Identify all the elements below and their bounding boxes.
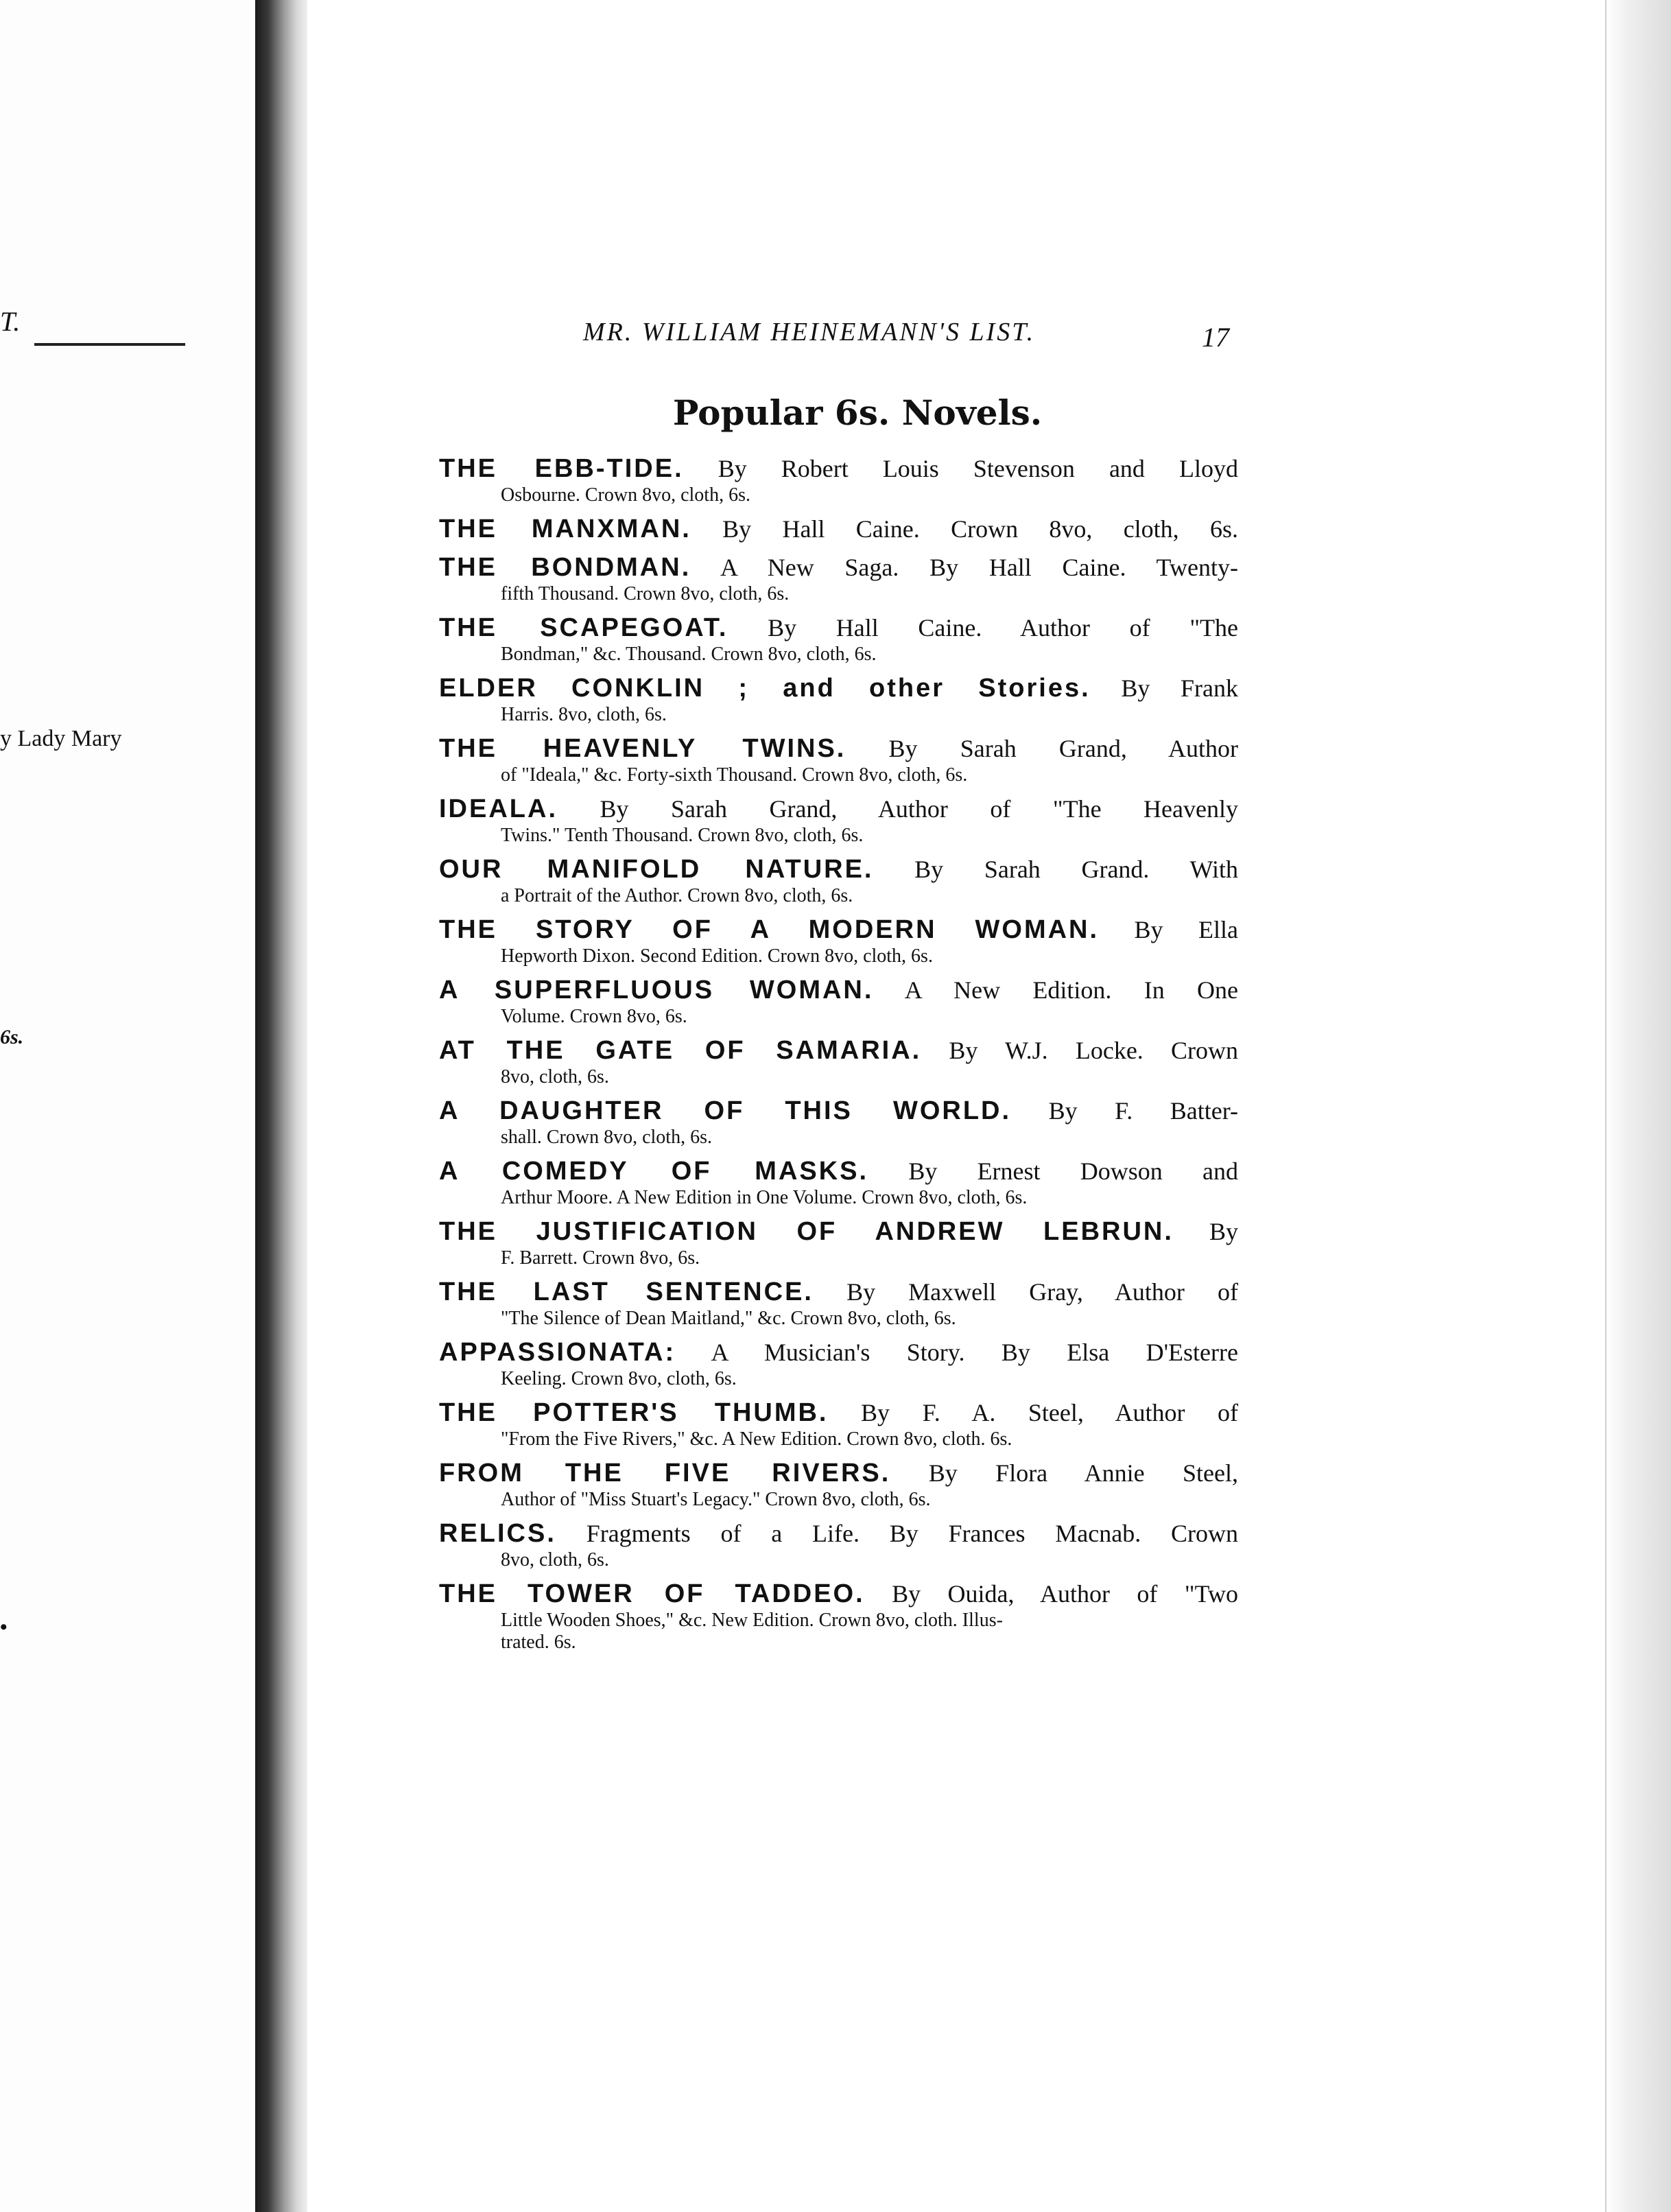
entry-title: THE HEAVENLY TWINS. <box>439 734 846 763</box>
entry-byline: By <box>1173 1218 1238 1245</box>
entry-details: of "Ideala," &c. Forty-sixth Thousand. Crown 8vo, cloth, 6s. <box>501 764 968 786</box>
entry-first-line <box>439 793 1238 825</box>
entry-details: Author of "Miss Stuart's Legacy." Crown 8vo, cloth, 6s. <box>501 1489 931 1510</box>
entry-byline: By Ernest Dowson and <box>868 1157 1238 1185</box>
novel-entry <box>439 1095 1238 1149</box>
entry-title: IDEALA. <box>439 795 558 823</box>
entry-first-line <box>439 733 1238 764</box>
entry-title: THE POTTER'S THUMB. <box>439 1398 829 1427</box>
entry-byline: By Frank <box>1090 674 1238 702</box>
entry-details: Bondman," &c. Thousand. Crown 8vo, cloth, 6s. <box>501 644 877 665</box>
entry-byline: A Musician's Story. By Elsa D'Esterre <box>676 1339 1238 1366</box>
entry-first-line <box>439 1457 1238 1489</box>
entry-title: THE JUSTIFICATION OF ANDREW LEBRUN. <box>439 1217 1174 1246</box>
entry-details: Hepworth Dixon. Second Edition. Crown 8vo, cloth, 6s. <box>501 945 933 967</box>
entry-details: Harris. 8vo, cloth, 6s. <box>501 704 667 725</box>
entry-byline: By Flora Annie Steel, <box>890 1459 1238 1487</box>
left-page-fragment: T. <box>0 306 21 337</box>
novel-entry <box>439 1397 1238 1450</box>
novel-entry <box>439 733 1238 786</box>
novel-entry <box>439 914 1238 967</box>
novel-entry <box>439 1035 1238 1088</box>
entry-details: 8vo, cloth, 6s. <box>501 1066 609 1087</box>
entry-details: "From the Five Rivers," &c. A New Edition. Crown 8vo, cloth. 6s. <box>501 1428 1012 1450</box>
entry-title: THE STORY OF A MODERN WOMAN. <box>439 915 1100 944</box>
entry-title: THE EBB-TIDE. <box>439 454 684 483</box>
entry-title: THE BONDMAN. <box>439 553 691 582</box>
entry-byline: Fragments of a Life. By Frances Macnab. Crown <box>556 1520 1238 1547</box>
entry-byline: A New Edition. In One <box>873 976 1238 1004</box>
entry-first-line <box>439 854 1238 885</box>
entry-byline: By Ouida, Author of "Two <box>864 1580 1238 1608</box>
book-gutter <box>255 0 307 2212</box>
entry-first-line <box>439 914 1238 945</box>
entry-details: fifth Thousand. Crown 8vo, cloth, 6s. <box>501 583 790 604</box>
entry-first-line <box>439 1276 1238 1308</box>
novel-entry <box>439 793 1238 847</box>
entry-details: Twins." Tenth Thousand. Crown 8vo, cloth, 6s. <box>501 825 864 846</box>
entry-details: Keeling. Crown 8vo, cloth, 6s. <box>501 1368 737 1389</box>
entry-details: Volume. Crown 8vo, 6s. <box>501 1006 687 1027</box>
entry-byline: By Maxwell Gray, Author of <box>813 1278 1238 1306</box>
entry-byline: By F. Batter- <box>1011 1097 1238 1125</box>
entry-first-line <box>439 1216 1238 1247</box>
entry-first-line <box>439 552 1238 583</box>
novel-entry <box>439 1457 1238 1511</box>
entry-title: A COMEDY OF MASKS. <box>439 1157 869 1186</box>
novel-entry <box>439 513 1238 545</box>
entry-details: Arthur Moore. A New Edition in One Volume. Crown 8vo, cloth, 6s. <box>501 1187 1028 1208</box>
section-title: Popular 6s. Novels. <box>672 392 1043 433</box>
entry-first-line <box>439 672 1238 704</box>
entry-first-line <box>439 1155 1238 1187</box>
novel-entry <box>439 1276 1238 1330</box>
entry-title: FROM THE FIVE RIVERS. <box>439 1459 891 1487</box>
entry-details: 8vo, cloth, 6s. <box>501 1549 609 1570</box>
entry-first-line <box>439 1578 1238 1610</box>
entry-byline: By Sarah Grand, Author <box>846 735 1238 762</box>
entry-first-line <box>439 1397 1238 1428</box>
entry-details: Little Wooden Shoes," &c. New Edition. Crown 8vo, cloth. Illus- <box>501 1610 1003 1631</box>
left-page-fragment: y Lady Mary <box>0 726 122 751</box>
entry-title: THE TOWER OF TADDEO. <box>439 1579 865 1608</box>
novel-entry <box>439 453 1238 506</box>
running-header: MR. WILLIAM HEINEMANN'S LIST. <box>583 318 1036 346</box>
left-page-fragment: • <box>0 1616 8 1638</box>
entry-title: RELICS. <box>439 1519 556 1548</box>
entry-byline: By Hall Caine. Crown 8vo, cloth, 6s. <box>691 515 1238 543</box>
entry-details: Osbourne. Crown 8vo, cloth, 6s. <box>501 484 750 506</box>
entry-byline: By Sarah Grand. With <box>873 856 1238 883</box>
novel-entry <box>439 974 1238 1028</box>
entry-details: a Portrait of the Author. Crown 8vo, cloth, 6s. <box>501 885 853 906</box>
novel-entry <box>439 1216 1238 1269</box>
entry-title: A SUPERFLUOUS WOMAN. <box>439 976 874 1004</box>
entry-title: OUR MANIFOLD NATURE. <box>439 855 874 884</box>
novel-entry <box>439 612 1238 666</box>
left-page-rule <box>34 343 185 346</box>
page-edge <box>1605 0 1671 2212</box>
novel-entry <box>439 552 1238 605</box>
entry-title: THE LAST SENTENCE. <box>439 1278 814 1306</box>
entry-details: F. Barrett. Crown 8vo, 6s. <box>501 1247 700 1269</box>
entry-byline: By W.J. Locke. Crown <box>921 1037 1238 1064</box>
entry-byline: By Robert Louis Stevenson and Lloyd <box>683 455 1238 482</box>
entry-details-continued: trated. 6s. <box>501 1632 576 1653</box>
entry-title: ELDER CONKLIN ; and other Stories. <box>439 674 1091 703</box>
entry-first-line <box>439 974 1238 1006</box>
entry-first-line <box>439 612 1238 644</box>
entry-first-line <box>439 453 1238 484</box>
entry-byline: By Sarah Grand, Author of "The Heavenly <box>558 795 1238 823</box>
novel-list <box>439 453 1238 1660</box>
entry-title: A DAUGHTER OF THIS WORLD. <box>439 1096 1012 1125</box>
novel-entry <box>439 1155 1238 1209</box>
entry-first-line <box>439 1095 1238 1127</box>
entry-title: APPASSIONATA: <box>439 1338 676 1367</box>
entry-title: AT THE GATE OF SAMARIA. <box>439 1036 922 1065</box>
novel-entry <box>439 1518 1238 1571</box>
entry-first-line <box>439 1518 1238 1549</box>
novel-entry <box>439 672 1238 726</box>
left-page <box>0 0 254 2212</box>
novel-entry <box>439 1578 1238 1654</box>
entry-details: "The Silence of Dean Maitland," &c. Crown 8vo, cloth, 6s. <box>501 1308 956 1329</box>
entry-byline: By F. A. Steel, Author of <box>828 1399 1238 1426</box>
entry-byline: By Hall Caine. Author of "The <box>728 614 1238 642</box>
entry-first-line <box>439 513 1238 545</box>
entry-first-line <box>439 1337 1238 1368</box>
entry-byline: By Ella <box>1099 916 1238 943</box>
entry-byline: A New Saga. By Hall Caine. Twenty- <box>691 554 1238 581</box>
entry-title: THE SCAPEGOAT. <box>439 613 728 642</box>
page-number: 17 <box>1202 322 1229 353</box>
novel-entry <box>439 854 1238 907</box>
entry-first-line <box>439 1035 1238 1066</box>
entry-details: shall. Crown 8vo, cloth, 6s. <box>501 1127 712 1148</box>
novel-entry <box>439 1337 1238 1390</box>
left-page-fragment: 6s. <box>0 1026 24 1048</box>
entry-title: THE MANXMAN. <box>439 515 691 543</box>
